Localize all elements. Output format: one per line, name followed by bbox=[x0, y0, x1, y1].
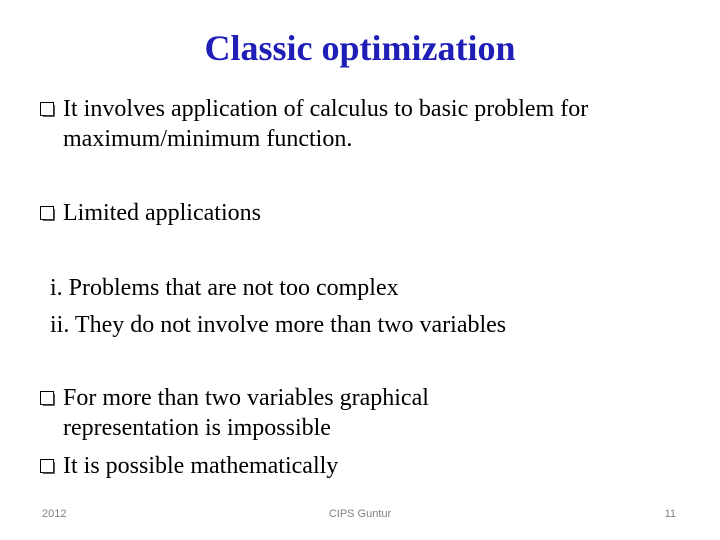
sub-item: i. Problems that are not too complex bbox=[50, 275, 399, 301]
bullet-text: For more than two variables graphical representation is impossible bbox=[63, 385, 429, 441]
square-bullet-icon bbox=[40, 391, 55, 406]
bullet-text: It is possible mathematically bbox=[63, 453, 339, 479]
square-bullet-icon bbox=[40, 459, 55, 474]
bullet-text: Limited applications bbox=[63, 200, 261, 226]
footer-year: 2012 bbox=[42, 508, 67, 520]
square-bullet-icon bbox=[40, 206, 55, 221]
bullet-item bbox=[40, 198, 680, 228]
square-bullet-icon bbox=[40, 102, 55, 117]
footer-center-text: CIPS Guntur bbox=[328, 508, 392, 520]
bullet-item bbox=[40, 383, 680, 443]
slide-title: Classic optimization bbox=[204, 28, 516, 68]
bullet-text: It involves application of calculus to basic problem for maximum/minimum function. bbox=[63, 96, 589, 152]
bullet-item bbox=[40, 451, 680, 481]
bullet-item bbox=[40, 94, 680, 154]
footer-page-number: 11 bbox=[664, 508, 676, 520]
sub-item: ii. They do not involve more than two variables bbox=[50, 312, 507, 338]
